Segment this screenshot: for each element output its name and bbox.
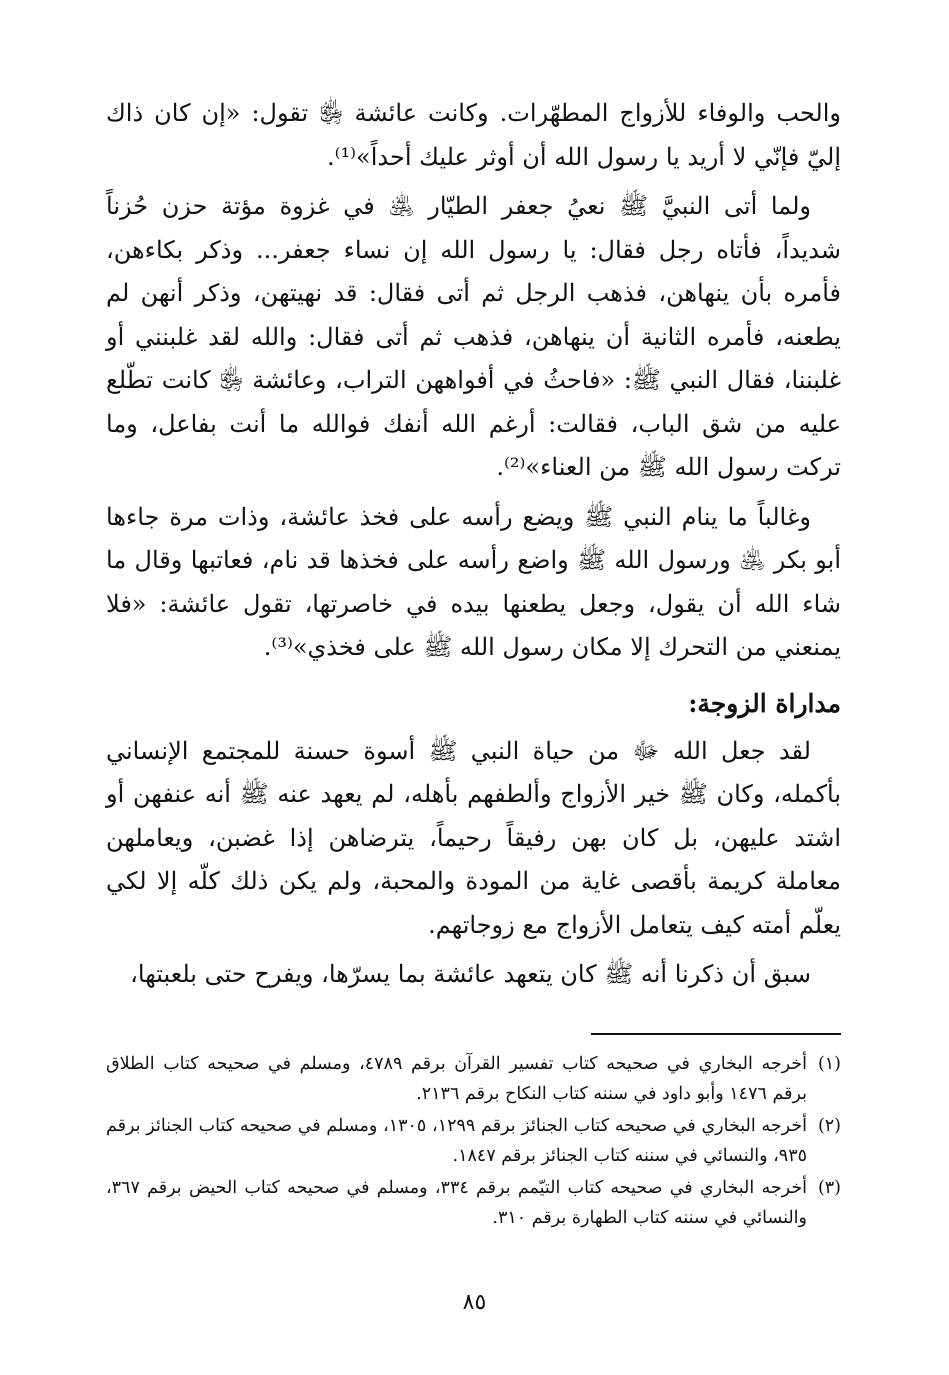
paragraph-1: والحب والوفاء للأزواج المطهّرات. وكانت عائشة ﵂ تقول: «إن كان ذاك إليّ فإنّي لا أريد يا رسول الله أن أوثر عليك أحداً»⁽¹⁾. bbox=[106, 99, 841, 171]
footnote-number: (٢) bbox=[817, 1115, 841, 1136]
paragraph-4: لقد جعل الله ﷻ من حياة النبي ﷺ أسوة حسنة للمجتمع الإنساني بأكمله، وكان ﷺ خير الأزواج وألطفهم بأهله، لم يعهد عنه ﷺ أنه عنفهن أو اشتد عليهن، بل كان بهن رفيقاً رحيماً، يترضاهن إذا غضبن، ويعاملهن معاملة كريمة بأقصى غاية من المودة والمحبة، ولم يكن ذلك كلّه إلا لكي يعلّم أمته كيف يتعامل الأزواج مع زوجاتهم. bbox=[106, 736, 841, 939]
paragraph-3: وغالباً ما ينام النبي ﷺ ويضع رأسه على فخذ عائشة، وذات مرة جاءها أبو بكر ﵁ ورسول الله ﷺ واضع رأسه على فخذها قد نام، فعاتبها وقال ما شاء الله أن يقول، وجعل يطعنها بيده في خاصرتها، تقول عائشة: «فلا يمنعني من التحرك إلا مكان رسول الله ﷺ على فخذي»⁽³⁾. bbox=[106, 502, 841, 661]
section-heading: مداراة الزوجة: bbox=[688, 688, 841, 718]
page-number: ٨٥ bbox=[462, 1290, 487, 1315]
paragraph-5: سبق أن ذكرنا أنه ﷺ كان يتعهد عائشة بما يسرّها، ويفرح حتى بلعبتها، bbox=[130, 960, 811, 988]
footnotes bbox=[106, 1049, 841, 1233]
footnote-separator bbox=[591, 1033, 841, 1035]
main-text bbox=[106, 92, 841, 997]
footnote-number: (١) bbox=[817, 1053, 841, 1074]
footnote-text: أخرجه البخاري في صحيحه كتاب تفسير القرآن برقم ٤٧٨٩، ومسلم في صحيحه كتاب الطلاق برقم ١٤٧٦ وأبو داود في سننه كتاب النكاح برقم ٢١٣٦. bbox=[106, 1053, 807, 1104]
paragraph-2: ولما أتى النبيَّ ﷺ نعيُ جعفر الطيّار ﵁ في غزوة مؤتة حزن حُزناً شديداً، فأتاه رجل فقال: يا رسول الله إن نساء جعفر... وذكر بكاءهن، فأمره بأن ينهاهن، فذهب الرجل ثم أتى فقال: قد نهيتهن، وذكر أنهن لم يطعنه، فأمره الثانية أن ينهاهن، فذهب ثم أتى فقال: والله لقد غلبنني أو غلبننا، فقال النبي ﷺ: «فاحثُ في أفواههن التراب، وعائشة ﵂ كانت تطّلع عليه من شق الباب، فقالت: أرغم الله أنفك فوالله ما أنت بفاعل، وما تركت رسول الله ﷺ من العناء»⁽²⁾. bbox=[106, 192, 841, 481]
footnote-1 bbox=[106, 1049, 841, 1109]
footnote-2 bbox=[106, 1111, 841, 1171]
footnote-text: أخرجه البخاري في صحيحه كتاب التيّمم برقم ٣٣٤، ومسلم في صحيحه كتاب الحيض برقم ٣٦٧، والنسائي في سننه كتاب الطهارة برقم ٣١٠. bbox=[106, 1177, 807, 1228]
footnote-number: (٣) bbox=[817, 1177, 841, 1198]
footnote-text: أخرجه البخاري في صحيحه كتاب الجنائز برقم ١٢٩٩، ١٣٠٥، ومسلم في صحيحه كتاب الجنائز برقم ٩٣٥، والنسائي في سننه كتاب الجنائز برقم ١٨٤٧. bbox=[106, 1115, 807, 1166]
footnote-3 bbox=[106, 1173, 841, 1233]
